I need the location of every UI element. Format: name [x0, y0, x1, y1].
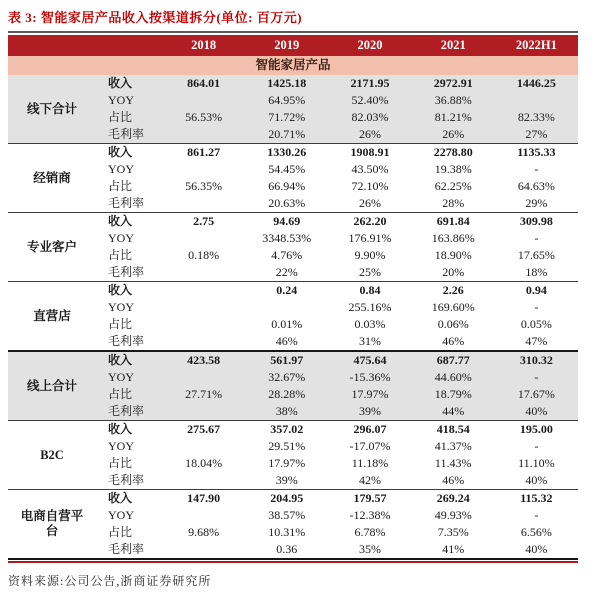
cell-value: 6.78%	[354, 525, 386, 539]
cell-value: 40%	[525, 473, 548, 487]
cell-value: 46%	[442, 334, 465, 348]
group-name: 线下合计	[26, 101, 77, 116]
cell-value	[162, 92, 245, 109]
metric-row	[96, 490, 578, 507]
cell-value	[162, 195, 245, 212]
cell-value: 56.53%	[185, 110, 223, 124]
group-name: 线上合计	[26, 378, 77, 393]
cell-value: 0.24	[276, 283, 298, 297]
metric-row	[96, 524, 578, 541]
metric-row	[96, 472, 578, 489]
cell-value	[162, 403, 245, 420]
channel-group	[8, 75, 578, 143]
cell-value: 41%	[442, 542, 465, 556]
cell-value: 17.97%	[268, 456, 306, 470]
cell-value: -	[534, 439, 539, 453]
metric-label: 收入	[108, 283, 133, 297]
metric-row	[96, 161, 578, 178]
group-name: 电商自营平台	[20, 509, 84, 538]
cell-value: 19.38%	[434, 162, 472, 176]
cell-value	[162, 230, 245, 247]
cell-value: -	[534, 370, 539, 384]
cell-value: 64.63%	[517, 179, 555, 193]
metric-row	[96, 403, 578, 420]
cell-value: 41.37%	[434, 439, 472, 453]
cell-value: 36.88%	[434, 93, 472, 107]
metric-row	[96, 386, 578, 403]
cell-value	[162, 541, 245, 558]
cell-value: 43.50%	[351, 162, 389, 176]
metric-row	[96, 369, 578, 386]
cell-value	[495, 92, 578, 109]
cell-value: 4.76%	[271, 248, 303, 262]
cell-value: -15.36%	[349, 370, 391, 384]
cell-value: 22%	[275, 265, 298, 279]
metric-label: YOY	[108, 93, 134, 107]
cell-value: -	[534, 162, 539, 176]
channel-group	[8, 143, 578, 212]
cell-value: 687.77	[436, 353, 470, 367]
cell-value: 27.71%	[185, 387, 223, 401]
metric-label: 毛利率	[108, 542, 145, 556]
source-note: 资料来源:公司公告,浙商证券研究所	[8, 574, 212, 588]
metric-label: 占比	[108, 525, 133, 539]
cell-value: -12.38%	[349, 508, 391, 522]
cell-value	[162, 369, 245, 386]
metric-label: YOY	[108, 508, 134, 522]
cell-value: 7.35%	[437, 525, 469, 539]
cell-value: 26%	[442, 127, 465, 141]
cell-value	[162, 333, 245, 350]
cell-value: 9.68%	[188, 525, 220, 539]
cell-value: 42%	[358, 473, 381, 487]
group-rows	[96, 421, 578, 489]
cell-value: 147.90	[187, 491, 221, 505]
metric-label: 收入	[108, 214, 133, 228]
cell-value: 82.03%	[351, 110, 389, 124]
metric-label: 收入	[108, 491, 133, 505]
cell-value: 40%	[525, 542, 548, 556]
group-name: 经销商	[33, 170, 71, 185]
group-rows	[96, 213, 578, 281]
cell-value: 31%	[358, 334, 381, 348]
cell-value	[162, 299, 245, 316]
metric-row	[96, 92, 578, 109]
cell-value: 195.00	[519, 422, 553, 436]
metric-row	[96, 316, 578, 333]
cell-value: 115.32	[520, 491, 553, 505]
column-header-2019: 2019	[274, 38, 300, 52]
cell-value: -	[534, 508, 539, 522]
cell-value: 418.54	[436, 422, 470, 436]
cell-value: 64.95%	[268, 93, 306, 107]
cell-value: 691.84	[436, 214, 470, 228]
metric-row	[96, 421, 578, 438]
cell-value: 40%	[525, 404, 548, 418]
cell-value: -	[534, 231, 539, 245]
cell-value: 561.97	[270, 353, 304, 367]
metric-label: 毛利率	[108, 334, 145, 348]
cell-value: 1908.91	[350, 145, 390, 159]
cell-value	[162, 507, 245, 524]
cell-value: 18.04%	[185, 456, 223, 470]
group-rows	[96, 490, 578, 558]
cell-value: 66.94%	[268, 179, 306, 193]
group-name: B2C	[40, 447, 64, 462]
group-rows	[96, 352, 578, 420]
metric-label: YOY	[108, 162, 134, 176]
metric-label: 毛利率	[108, 265, 145, 279]
metric-label: YOY	[108, 370, 134, 384]
cell-value: 1446.25	[516, 76, 556, 90]
metric-label: YOY	[108, 439, 134, 453]
metric-label: 占比	[108, 387, 133, 401]
cell-value: 0.03%	[354, 317, 386, 331]
cell-value: 94.69	[273, 214, 301, 228]
metric-label: 收入	[108, 422, 133, 436]
metric-row	[96, 213, 578, 230]
cell-value	[162, 126, 245, 143]
metric-label: YOY	[108, 300, 134, 314]
table-body	[8, 75, 578, 558]
group-name: 专业客户	[26, 239, 77, 254]
channel-group	[8, 350, 578, 420]
bottom-rule-black	[8, 558, 578, 560]
cell-value: 255.16%	[348, 300, 392, 314]
cell-value: 0.94	[525, 283, 547, 297]
cell-value: 0.84	[359, 283, 381, 297]
cell-value: 2.75	[193, 214, 215, 228]
cell-value: 38%	[275, 404, 298, 418]
cell-value: 864.01	[187, 76, 221, 90]
cell-value: 11.10%	[518, 456, 555, 470]
cell-value: 0.05%	[520, 317, 552, 331]
cell-value	[162, 472, 245, 489]
metric-label: 毛利率	[108, 127, 145, 141]
cell-value	[162, 282, 245, 299]
cell-value: 39%	[275, 473, 298, 487]
cell-value: 179.57	[353, 491, 387, 505]
cell-value: 28%	[442, 196, 465, 210]
cell-value: 11.18%	[351, 456, 389, 470]
cell-value: 163.86%	[431, 231, 475, 245]
metric-row	[96, 195, 578, 212]
metric-row	[96, 230, 578, 247]
metric-label: 占比	[108, 179, 133, 193]
cell-value: 176.91%	[348, 231, 392, 245]
cell-value: 1330.26	[267, 145, 307, 159]
cell-value: 20%	[442, 265, 465, 279]
metric-row	[96, 352, 578, 369]
cell-value: 0.06%	[437, 317, 469, 331]
cell-value: 1425.18	[267, 76, 307, 90]
column-header-2022h1: 2022H1	[515, 38, 557, 52]
cell-value: 26%	[358, 127, 381, 141]
metric-label: 毛利率	[108, 473, 145, 487]
metric-label: 占比	[108, 110, 133, 124]
cell-value: 3348.53%	[262, 231, 312, 245]
column-header-2021: 2021	[440, 38, 466, 52]
cell-value: 62.25%	[434, 179, 472, 193]
metric-label: 收入	[108, 76, 133, 90]
cell-value	[162, 316, 245, 333]
cell-value	[162, 161, 245, 178]
cell-value: 275.67	[187, 422, 221, 436]
table-title: 表 3: 智能家居产品收入按渠道拆分(单位: 百万元)	[8, 10, 303, 25]
cell-value: 18%	[525, 265, 548, 279]
cell-value	[162, 438, 245, 455]
cell-value: 17.65%	[517, 248, 555, 262]
data-table	[8, 31, 578, 563]
column-header-2020: 2020	[357, 38, 383, 52]
cell-value: 169.60%	[431, 300, 475, 314]
cell-value: 44.60%	[434, 370, 472, 384]
cell-value: -17.07%	[349, 439, 391, 453]
metric-row	[96, 178, 578, 195]
product-section-header: 智能家居产品	[8, 56, 578, 75]
metric-row	[96, 333, 578, 350]
cell-value: 310.32	[519, 353, 553, 367]
cell-value: 46%	[275, 334, 298, 348]
cell-value: 52.40%	[351, 93, 389, 107]
cell-value: 71.72%	[268, 110, 306, 124]
cell-value: 269.24	[436, 491, 470, 505]
cell-value: 11.43%	[434, 456, 472, 470]
cell-value: 1135.33	[517, 145, 556, 159]
cell-value: 18.79%	[434, 387, 472, 401]
metric-row	[96, 126, 578, 143]
metric-row	[96, 541, 578, 558]
cell-value: 18.90%	[434, 248, 472, 262]
cell-value: 0.36	[276, 542, 298, 556]
cell-value: 32.67%	[268, 370, 306, 384]
year-header-row	[8, 35, 578, 56]
cell-value: 54.45%	[268, 162, 306, 176]
cell-value: 10.31%	[268, 525, 306, 539]
cell-value: 861.27	[187, 145, 221, 159]
cell-value: 29%	[525, 196, 548, 210]
metric-label: 占比	[108, 456, 133, 470]
cell-value: 262.20	[353, 214, 387, 228]
column-header-2018: 2018	[191, 38, 217, 52]
metric-label: 毛利率	[108, 196, 145, 210]
header-corner-cell	[8, 35, 162, 56]
group-rows	[96, 282, 578, 350]
cell-value: 423.58	[187, 353, 221, 367]
cell-value: 2278.80	[433, 145, 473, 159]
cell-value: 2171.95	[350, 76, 390, 90]
metric-row	[96, 144, 578, 161]
cell-value: 6.56%	[520, 525, 552, 539]
cell-value: 9.90%	[354, 248, 386, 262]
cell-value: 35%	[358, 542, 381, 556]
cell-value: 309.98	[519, 214, 553, 228]
metric-row	[96, 247, 578, 264]
cell-value: 357.02	[270, 422, 304, 436]
cell-value: 28.28%	[268, 387, 306, 401]
bottom-rule-red	[8, 561, 578, 563]
cell-value: 44%	[442, 404, 465, 418]
cell-value	[245, 299, 328, 316]
cell-value: 17.97%	[351, 387, 389, 401]
metric-row	[96, 455, 578, 472]
cell-value: 20.71%	[268, 127, 306, 141]
metric-row	[96, 282, 578, 299]
metric-row	[96, 507, 578, 524]
cell-value: 29.51%	[268, 439, 306, 453]
cell-value: 20.63%	[268, 196, 306, 210]
metric-row	[96, 109, 578, 126]
metric-label: 收入	[108, 145, 133, 159]
cell-value: 38.57%	[268, 508, 306, 522]
group-rows	[96, 75, 578, 143]
cell-value: 2972.91	[433, 76, 473, 90]
cell-value: 82.33%	[517, 110, 555, 124]
cell-value: 72.10%	[351, 179, 389, 193]
cell-value: 39%	[358, 404, 381, 418]
cell-value: 0.01%	[271, 317, 303, 331]
cell-value	[162, 264, 245, 281]
metric-label: YOY	[108, 231, 134, 245]
cell-value: 204.95	[270, 491, 304, 505]
cell-value: 25%	[358, 265, 381, 279]
channel-group	[8, 281, 578, 350]
cell-value: 46%	[442, 473, 465, 487]
cell-value: 56.35%	[185, 179, 223, 193]
cell-value: 26%	[358, 196, 381, 210]
cell-value: 296.07	[353, 422, 387, 436]
channel-group	[8, 420, 578, 489]
metric-row	[96, 264, 578, 281]
cell-value: -	[534, 300, 539, 314]
cell-value: 49.93%	[434, 508, 472, 522]
cell-value: 0.18%	[188, 248, 220, 262]
metric-row	[96, 299, 578, 316]
group-rows	[96, 144, 578, 212]
cell-value: 81.21%	[434, 110, 472, 124]
cell-value: 17.67%	[517, 387, 555, 401]
cell-value: 2.26	[442, 283, 464, 297]
group-name: 直营店	[33, 308, 71, 323]
metric-label: 占比	[108, 317, 133, 331]
cell-value: 27%	[525, 127, 548, 141]
cell-value: 475.64	[353, 353, 387, 367]
channel-group	[8, 489, 578, 558]
metric-row	[96, 75, 578, 92]
metric-label: 占比	[108, 248, 133, 262]
metric-label: 毛利率	[108, 404, 145, 418]
cell-value: 47%	[525, 334, 548, 348]
metric-label: 收入	[108, 353, 133, 367]
channel-group	[8, 212, 578, 281]
metric-row	[96, 438, 578, 455]
